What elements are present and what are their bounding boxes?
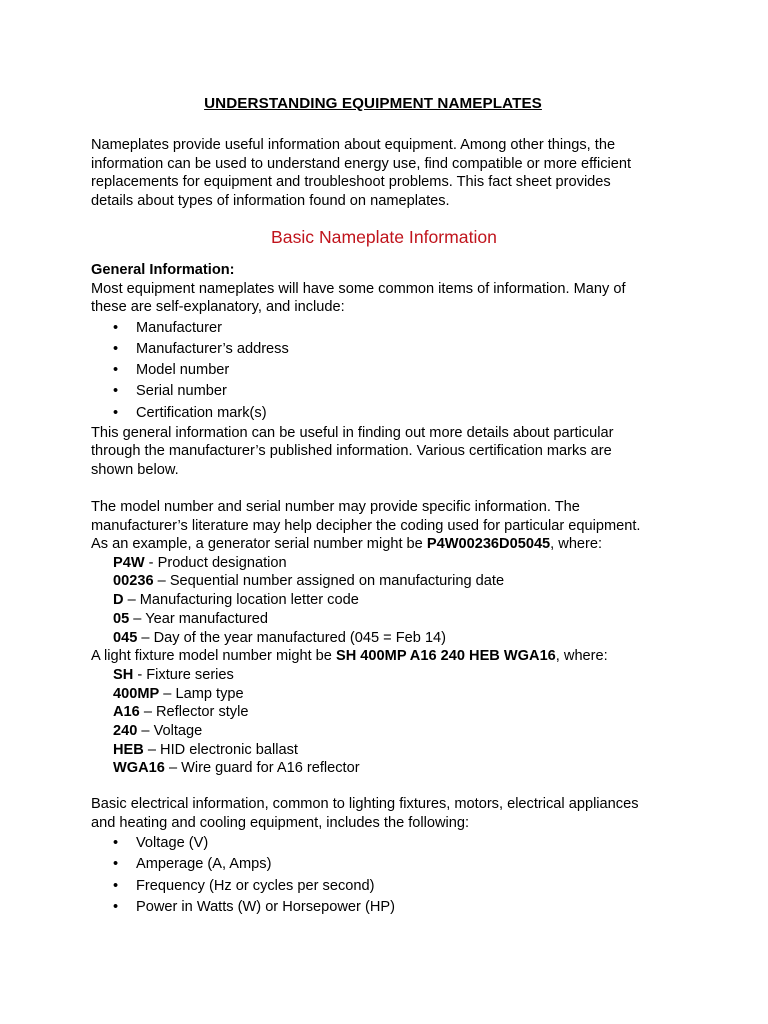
code-term: HEB: [113, 741, 144, 758]
bullet-icon: •: [113, 835, 119, 852]
code-description: – HID electronic ballast: [143, 741, 298, 758]
list-item: [91, 403, 691, 424]
bullet-icon: •: [113, 404, 119, 421]
code-term: 05: [113, 610, 130, 627]
electrical-lead-line: and heating and cooling equipment, includes the following:: [91, 814, 470, 831]
serial-example-suffix: , where:: [550, 536, 603, 553]
bullet-icon: •: [113, 383, 119, 400]
page-title: UNDERSTANDING EQUIPMENT NAMEPLATES: [204, 95, 542, 112]
general-lead-line: Most equipment nameplates will have some common items of information. Many of: [91, 280, 626, 297]
list-item-text: Manufacturer’s address: [136, 340, 289, 357]
intro-line: details about types of information found on nameplates.: [91, 192, 450, 209]
code-description: - Fixture series: [133, 666, 234, 683]
list-item-text: Manufacturer: [136, 319, 222, 336]
list-item: [91, 591, 691, 610]
code-description: – Reflector style: [139, 704, 249, 721]
serial-example-line: [91, 535, 691, 554]
list-item: [91, 854, 691, 875]
bullet-icon: •: [113, 877, 119, 894]
serial-example-code: P4W00236D05045: [426, 536, 551, 553]
list-item-text: Certification mark(s): [136, 404, 267, 421]
electrical-bullet-list: [91, 833, 691, 918]
general-bullet-list: [91, 318, 691, 424]
bullet-icon: •: [113, 319, 119, 336]
intro-line: replacements for equipment and troubleshoot problems. This fact sheet provides: [91, 174, 611, 191]
code-description: – Manufacturing location letter code: [123, 592, 359, 609]
code-term: 400MP: [113, 685, 160, 702]
intro-paragraph: [91, 136, 691, 210]
list-item-text: Frequency (Hz or cycles per second): [136, 877, 375, 894]
bullet-icon: •: [113, 856, 119, 873]
list-item-text: Serial number: [136, 383, 227, 400]
list-item-text: Voltage (V): [136, 835, 209, 852]
bullet-icon: •: [113, 362, 119, 379]
list-item-text: Model number: [136, 362, 230, 379]
general-lead-line: these are self-explanatory, and include:: [91, 299, 345, 316]
list-item: [91, 876, 691, 897]
list-item: [91, 381, 691, 402]
code-description: - Product designation: [144, 554, 287, 571]
list-item: [91, 629, 691, 648]
fixture-example-code: SH 400MP A16 240 HEB WGA16: [335, 648, 556, 665]
serial-parts-list: [91, 554, 691, 647]
list-item: [91, 897, 691, 918]
general-after-line: shown below.: [91, 461, 179, 478]
bullet-icon: •: [113, 898, 119, 915]
list-item: [91, 685, 691, 704]
model-serial-lead-line: manufacturer’s literature may help decipher the coding used for particular equipment.: [91, 517, 641, 534]
list-item: [91, 360, 691, 381]
list-item-text: Amperage (A, Amps): [136, 856, 272, 873]
list-item: [91, 833, 691, 854]
list-item: [91, 703, 691, 722]
code-description: – Voltage: [137, 722, 203, 739]
list-item: [91, 666, 691, 685]
code-term: A16: [113, 704, 140, 721]
general-after-line: through the manufacturer’s published information. Various certification marks are: [91, 443, 612, 460]
list-item: [91, 318, 691, 339]
electrical-lead-line: Basic electrical information, common to lighting fixtures, motors, electrical appliances: [91, 796, 639, 812]
general-information-heading: General Information:: [91, 262, 235, 278]
code-term: SH: [113, 666, 134, 683]
code-term: 240: [113, 722, 138, 739]
list-item: [91, 572, 691, 591]
code-description: – Year manufactured: [129, 610, 268, 627]
code-term: 00236: [113, 573, 154, 590]
code-term: P4W: [113, 554, 145, 571]
list-item: [91, 741, 691, 760]
fixture-example-line: [91, 647, 691, 666]
section-heading: Basic Nameplate Information: [271, 227, 497, 247]
code-description: – Wire guard for A16 reflector: [164, 760, 360, 777]
serial-example-prefix: As an example, a generator serial number might be: [91, 536, 427, 553]
general-after-line: This general information can be useful in finding out more details about particular: [91, 424, 614, 441]
code-term: 045: [113, 629, 138, 646]
intro-line: Nameplates provide useful information about equipment. Among other things, the: [91, 137, 616, 153]
list-item: [91, 759, 691, 778]
fixture-parts-list: [91, 666, 691, 778]
list-item-text: Power in Watts (W) or Horsepower (HP): [136, 898, 395, 915]
fixture-example-suffix: , where:: [555, 648, 608, 665]
list-item: [91, 722, 691, 741]
general-information-section: [91, 261, 691, 480]
code-description: – Day of the year manufactured (045 = Feb 14): [137, 629, 447, 646]
list-item: [91, 610, 691, 629]
fixture-example-prefix: A light fixture model number might be: [91, 648, 336, 665]
code-term: WGA16: [113, 760, 165, 777]
model-serial-section: [91, 498, 691, 778]
intro-line: information can be used to understand energy use, find compatible or more efficient: [91, 155, 632, 172]
code-description: – Lamp type: [159, 685, 244, 702]
code-description: – Sequential number assigned on manufacturing date: [153, 573, 505, 590]
bullet-icon: •: [113, 340, 119, 357]
list-item: [91, 554, 691, 573]
electrical-section: [91, 795, 691, 918]
model-serial-lead-line: The model number and serial number may provide specific information. The: [91, 499, 580, 515]
list-item: [91, 339, 691, 360]
code-term: D: [113, 592, 124, 609]
